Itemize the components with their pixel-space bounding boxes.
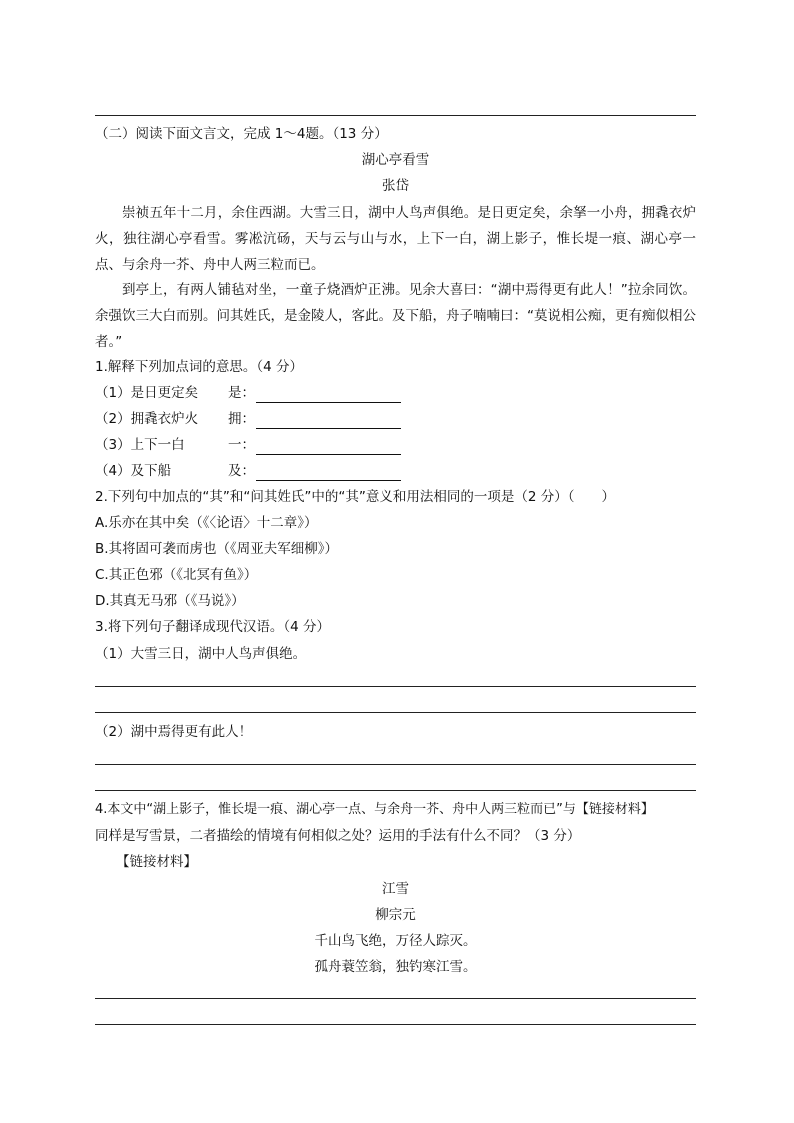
question-3-sub-1: （1）大雪三日，湖中人鸟声俱绝。 — [95, 646, 307, 662]
answer-blank[interactable] — [256, 466, 401, 481]
question-2-stem: 2.下列句中加点的“其”和“问其姓氏”中的“其”意义和用法相同的一项是（2 分）（ ） — [95, 489, 615, 505]
poem-line-1: 千山鸟飞绝，万径人踪灭。 — [314, 933, 477, 949]
answer-blank[interactable] — [256, 440, 401, 455]
question-2-option-a[interactable]: A.乐亦在其中矣（《〈论语〉十二章》） — [95, 515, 318, 531]
question-2-option-b[interactable]: B.其将固可袭而虏也（《周亚夫军细柳》） — [95, 541, 339, 557]
poem-author: 柳宗元 — [375, 907, 416, 923]
item-word: 一： — [228, 437, 255, 453]
answer-blank[interactable] — [256, 388, 401, 403]
item-word: 拥： — [228, 411, 255, 427]
question-4-stem-line-1: 4.本文中“湖上影子，惟长堤一痕、湖心亭一点、与余舟一芥、舟中人两三粒而已”与【链接材料】 — [95, 802, 654, 817]
article-title: 湖心亭看雪 — [361, 152, 430, 168]
answer-line[interactable] — [95, 1024, 696, 1025]
answer-line[interactable] — [95, 790, 696, 791]
section-header: （二）阅读下面文言文，完成 1～4题。（13 分） — [95, 126, 388, 142]
question-2-option-c[interactable]: C.其正色邪（《北冥有鱼》） — [95, 567, 258, 583]
article-author: 张岱 — [382, 178, 409, 194]
answer-line[interactable] — [95, 686, 696, 687]
article-paragraph-2: 到亭上，有两人铺毡对坐，一童子烧酒炉正沸。见余大喜曰：“湖中焉得更有此人！”拉余同饮。余强饮三大白而别。问其姓氏，是金陵人，客此。及下船，舟子喃喃曰：“莫说相公痴，更有痴似相公者。” — [95, 282, 696, 350]
item-label: （2）拥毳衣炉火 — [95, 411, 199, 427]
top-rule — [95, 115, 696, 116]
item-label: （3）上下一白 — [95, 437, 185, 453]
answer-line[interactable] — [95, 764, 696, 765]
answer-line[interactable] — [95, 712, 696, 713]
article-paragraph-1: 崇祯五年十二月，余住西湖。大雪三日，湖中人鸟声俱绝。是日更定矣，余拏一小舟，拥毳衣炉火，独往湖心亭看雪。雾凇沆砀，天与云与山与水，上下一白，湖上影子，惟长堤一痕、湖心亭一点、与余舟一芥、舟中人两三粒而已。 — [95, 205, 696, 273]
poem-title: 江雪 — [382, 881, 409, 897]
item-word: 及： — [228, 463, 255, 479]
question-4-stem-line-2: 同样是写雪景，二者描绘的情境有何相似之处？运用的手法有什么不同？（3 分） — [95, 828, 581, 844]
question-3-stem: 3.将下列句子翻译成现代汉语。（4 分） — [95, 619, 331, 635]
answer-line[interactable] — [95, 998, 696, 999]
answer-blank[interactable] — [256, 414, 401, 429]
question-3-sub-2: （2）湖中焉得更有此人！ — [95, 724, 253, 740]
item-label: （4）及下船 — [95, 463, 172, 479]
poem-line-2: 孤舟蓑笠翁，独钓寒江雪。 — [314, 959, 477, 975]
question-2-option-d[interactable]: D.其真无马邪（《马说》） — [95, 593, 245, 609]
item-label: （1）是日更定矣 — [95, 385, 199, 401]
item-word: 是： — [228, 385, 255, 401]
link-material-label: 【链接材料】 — [116, 854, 197, 870]
question-1-stem: 1.解释下列加点词的意思。（4 分） — [95, 359, 304, 375]
